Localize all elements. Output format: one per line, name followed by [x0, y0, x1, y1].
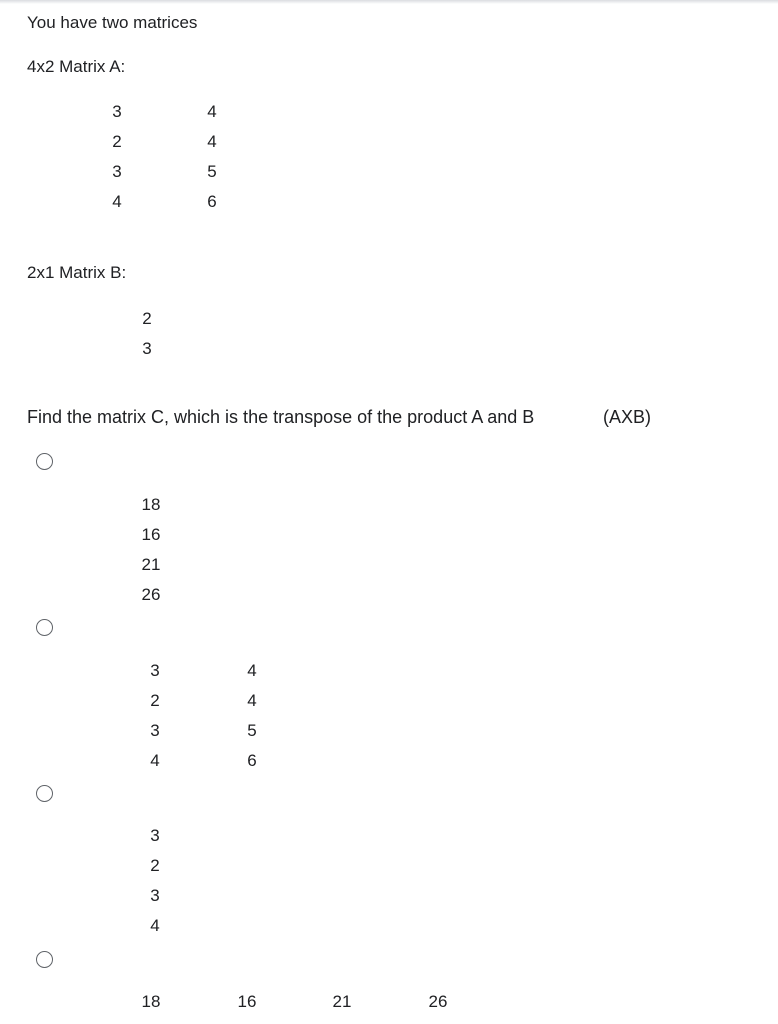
matrix-a-cell: 6: [207, 192, 217, 211]
option-1-cell: 16: [141, 525, 161, 544]
option-4-cell: 26: [428, 992, 448, 1011]
option-4-radio[interactable]: [36, 951, 53, 968]
matrix-a-cell: 4: [112, 192, 122, 211]
matrix-b-label: 2x1 Matrix B:: [27, 263, 127, 282]
option-2-cell: 4: [247, 661, 257, 680]
question-text: Find the matrix C, which is the transpose of the product A and B: [27, 407, 535, 427]
option-2-cell: 4: [247, 691, 257, 710]
option-2-cell: 2: [150, 691, 160, 710]
option-2-cell: 6: [247, 751, 257, 770]
option-1-radio[interactable]: [36, 453, 53, 470]
matrix-a-cell: 4: [207, 132, 217, 151]
question-suffix: (AXB): [603, 407, 652, 427]
option-4-cell: 18: [141, 992, 161, 1011]
matrix-a-cell: 5: [207, 162, 217, 181]
option-3-cell: 3: [150, 886, 160, 905]
matrix-b-cell: 2: [142, 309, 152, 328]
option-4-cell: 21: [332, 992, 352, 1011]
matrix-a-cell: 3: [112, 162, 122, 181]
top-shadow: [0, 0, 778, 4]
intro-text: You have two matrices: [27, 13, 198, 32]
matrix-a-cell: 2: [112, 132, 122, 151]
option-4-cell: 16: [237, 992, 257, 1011]
option-1-cell: 26: [141, 585, 161, 604]
option-2-cell: 5: [247, 721, 257, 740]
option-2-radio[interactable]: [36, 619, 53, 636]
matrix-a-cell: 3: [112, 102, 122, 121]
matrix-b-cell: 3: [142, 339, 152, 358]
matrix-a-cell: 4: [207, 102, 217, 121]
option-1-cell: 18: [141, 495, 161, 514]
option-2-cell: 4: [150, 751, 160, 770]
option-3-cell: 2: [150, 856, 160, 875]
option-2-cell: 3: [150, 661, 160, 680]
option-3-cell: 4: [150, 916, 160, 935]
option-3-radio[interactable]: [36, 785, 53, 802]
option-2-cell: 3: [150, 721, 160, 740]
matrix-a-label: 4x2 Matrix A:: [27, 57, 126, 76]
option-3-cell: 3: [150, 826, 160, 845]
option-1-cell: 21: [141, 555, 161, 574]
